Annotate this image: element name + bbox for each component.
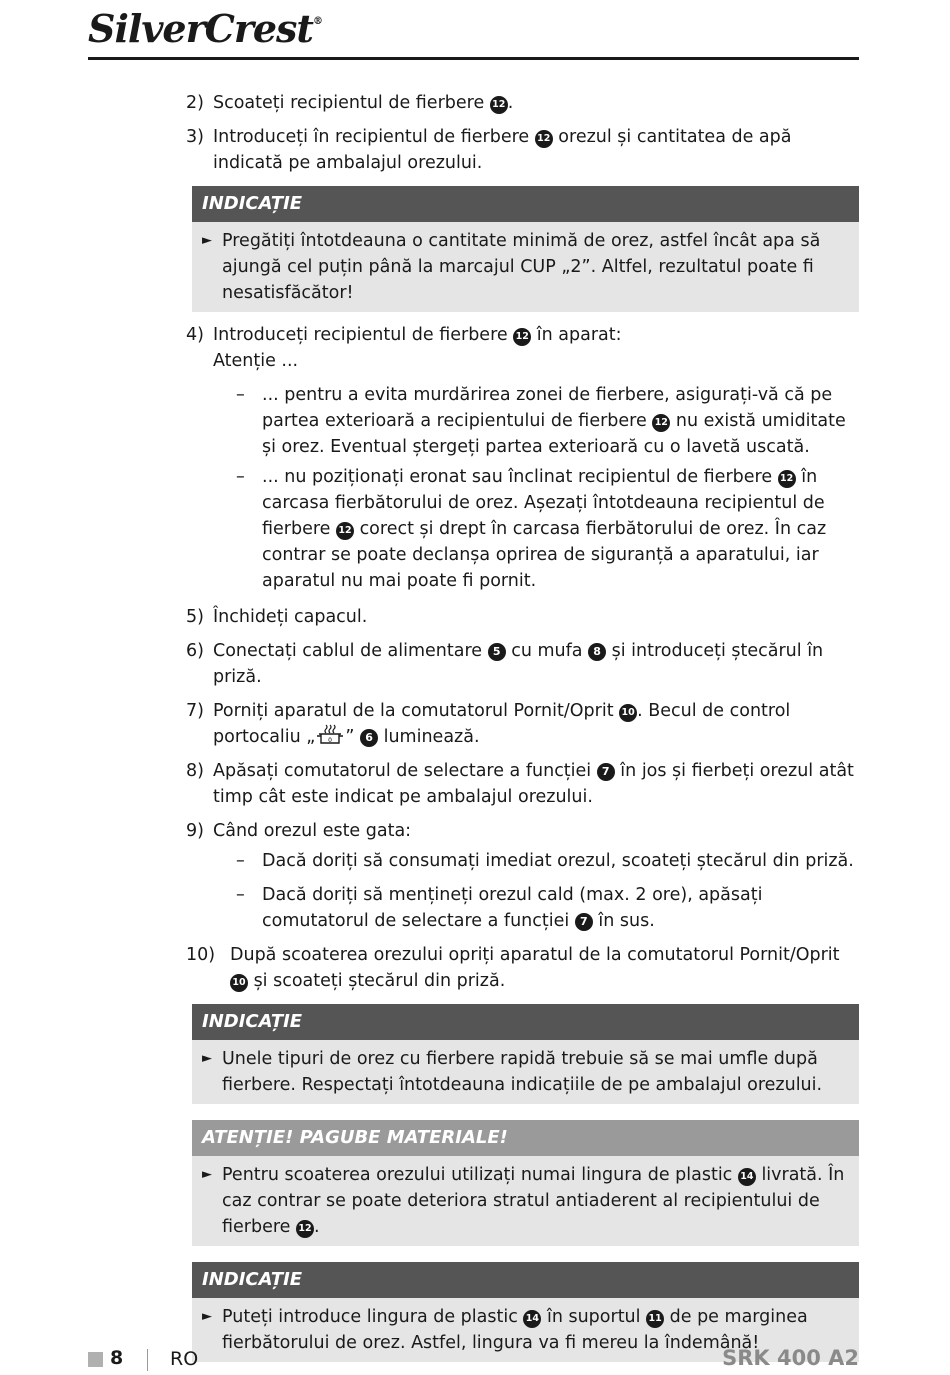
part-ref-badge: 12 [490, 96, 508, 114]
part-ref-badge: 10 [619, 704, 637, 722]
part-ref-badge: 5 [488, 643, 506, 661]
note-box-1: INDICAȚIE ► Pregătiți întotdeauna o cantitate minimă de orez, astfel încât apa să ajungă cel puțin până la marcajul CUP „2”. Altfel, rezultatul poate fi nesatisfăcător! [192, 186, 859, 312]
part-ref-badge: 10 [230, 974, 248, 992]
note-heading: INDICAȚIE [192, 1004, 859, 1040]
step-10: 10) După scoaterea orezului opriți aparatul de la comutatorul Pornit/Oprit 10 și scoateți ștecărul din priză. [186, 945, 840, 991]
step-4-sub-2: – ... nu poziționați eronat sau înclinat recipientul de fierbere 12 în carcasa fierbătorului de orez. Așezați întotdeauna recipientul de fierbere 12 corect și drept în carcasa fierbătorului de orez. În caz contrar se poate declanșa oprirea de siguranță a aparatului, iar aparatul nu mai poate fi pornit. [236, 467, 827, 591]
step-2: 2) Scoateți recipientul de fierbere 12 . [186, 93, 514, 113]
warning-heading: ATENȚIE! PAGUBE MATERIALE! [192, 1120, 859, 1156]
step-4: 4) Introduceți recipientul de fierbere 12 în aparat: Atenție ... [186, 325, 622, 371]
note-box-2: INDICAȚIE ► Unele tipuri de orez cu fierbere rapidă trebuie să se mai umfle după fierbere. Respectați întotdeauna indicațiile de pe ambalajul orezului. [192, 1004, 859, 1104]
part-ref-badge: 12 [336, 522, 354, 540]
footer-divider [147, 1349, 148, 1371]
brand-logo: SilverCrest® [88, 6, 322, 51]
model-number: SRK 400 A2 [722, 1346, 859, 1370]
part-ref-badge: 14 [523, 1310, 541, 1328]
arrow-right-icon: ► [202, 1051, 212, 1066]
part-ref-badge: 11 [646, 1310, 664, 1328]
arrow-right-icon: ► [202, 233, 212, 248]
part-ref-badge: 7 [575, 913, 593, 931]
part-ref-badge: 14 [738, 1168, 756, 1186]
svg-text:0: 0 [328, 737, 333, 744]
page-marker-square [88, 1352, 103, 1367]
step-9-sub-1: – Dacă doriți să consumați imediat orezul, scoateți ștecărul din priză. [236, 851, 854, 871]
note-heading: INDICAȚIE [192, 1262, 859, 1298]
header-rule [88, 57, 859, 60]
page-footer [88, 1345, 859, 1375]
language-code: RO [170, 1348, 199, 1370]
page-number: 8 [110, 1347, 124, 1369]
part-ref-badge: 12 [652, 414, 670, 432]
rice-pot-steam-icon [315, 724, 345, 746]
step-6: 6) Conectați cablul de alimentare 5 cu mufa 8 și introduceți ștecărul în priză. [186, 641, 824, 687]
note-box-3: INDICAȚIE ► Puteți introduce lingura de plastic 14 în suportul 11 de pe marginea fierbătorului de orez. Astfel, lingura va fi mereu la îndemână! [192, 1262, 859, 1362]
note-heading: INDICAȚIE [192, 186, 859, 222]
warning-box: ATENȚIE! PAGUBE MATERIALE! ► Pentru scoaterea orezului utilizați numai lingura de plastic 14 livrată. În caz contrar se poate deteriora stratul antiaderent al recipientului de fierbere 12 . [192, 1120, 859, 1246]
part-ref-badge: 8 [588, 643, 606, 661]
step-9: 9) Când orezul este gata: [186, 821, 412, 841]
part-ref-badge: 7 [597, 763, 615, 781]
step-3: 3) Introduceți în recipientul de fierbere 12 orezul și cantitatea de apă indicată pe ambalajul orezului. [186, 127, 792, 173]
step-7: 7) Porniți aparatul de la comutatorul Pornit/Oprit 10 . Becul de control portocaliu „ 0 ” 6 luminează. [186, 701, 791, 747]
part-ref-badge: 12 [296, 1220, 314, 1238]
instructions [186, 90, 859, 1372]
arrow-right-icon: ► [202, 1309, 212, 1324]
step-5: 5) Închideți capacul. [186, 607, 368, 627]
part-ref-badge: 12 [513, 328, 531, 346]
part-ref-badge: 12 [535, 130, 553, 148]
step-9-sub-2: – Dacă doriți să mențineți orezul cald (max. 2 ore), apăsați comutatorul de selectare a funcției 7 în sus. [236, 885, 763, 931]
part-ref-badge: 12 [778, 470, 796, 488]
part-ref-badge: 6 [360, 729, 378, 747]
step-4-sub-1: – ... pentru a evita murdărirea zonei de fierbere, asigurați-vă că pe partea exterioară a recipientului de fierbere 12 nu există umiditate și orez. Eventual ștergeți partea exterioară cu o lavetă uscată. [236, 385, 846, 457]
arrow-right-icon: ► [202, 1167, 212, 1182]
step-8: 8) Apăsați comutatorul de selectare a funcției 7 în jos și fierbeți orezul atât timp cât este indicat pe ambalajul orezului. [186, 761, 854, 807]
